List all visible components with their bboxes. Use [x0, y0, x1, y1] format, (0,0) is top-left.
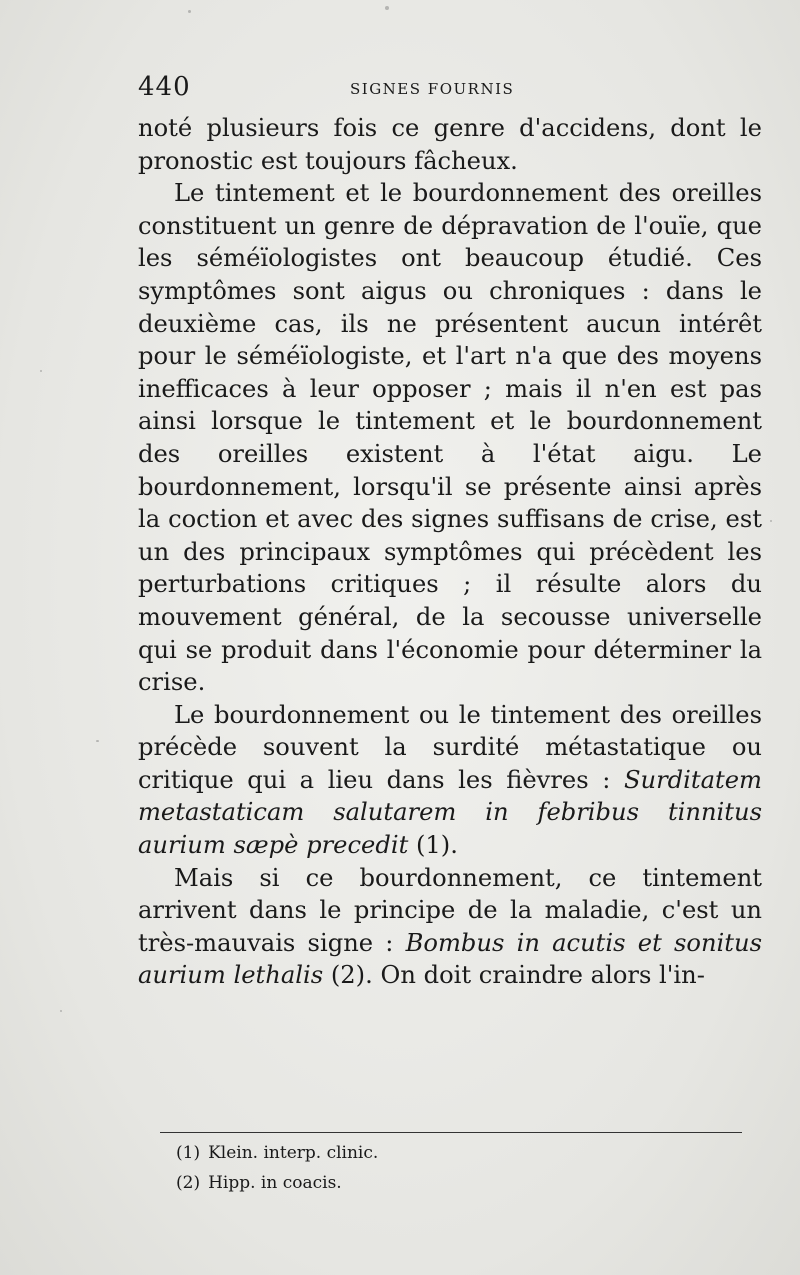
body-text — [138, 112, 762, 992]
footnote — [176, 1138, 736, 1168]
latin-quotation: Bombus in acutis et sonitus aurium lethalis — [138, 928, 762, 990]
footnotes — [176, 1138, 736, 1198]
text-segment: (2). On doit craindre alors l'in- — [323, 961, 705, 990]
paragraph — [138, 699, 762, 862]
page-header — [138, 72, 758, 112]
footnote-divider — [160, 1132, 742, 1133]
latin-quotation: Surditatem metastaticam salutarem in febribus tinnitus aurium sæpè precedit — [138, 765, 762, 860]
text-segment: noté plusieurs fois ce genre d'accidens, dont le pronostic est toujours fâcheux. — [138, 114, 762, 175]
footnote-mark: (2) — [176, 1173, 201, 1193]
paragraph — [138, 862, 762, 992]
text-segment: Le tintement et le bourdonnement des oreilles constituent un genre de dépravation de l'ouïe, que les séméïologistes ont beaucoup étudié. Ces symptômes sont aigus ou chroniques : dans le deuxième cas, ils ne présentent aucun intérêt pour le séméïologiste, et l'art n'a que des moyens inefficaces à leur opposer ; mais il n'en est pas ainsi lorsque le tintement et le bourdonnement des oreilles existent à l'état aigu. Le bourdonnement, lorsqu'il se présente ainsi après la coction et avec des signes suffisans de crise, est un des principaux symptômes qui précèdent les perturbations critiques ; il résulte alors du mouvement général, de la secousse universelle qui se produit dans l'économie pour déterminer la crise. — [138, 179, 762, 697]
footnote-mark: (1) — [176, 1143, 201, 1163]
footnote — [176, 1168, 736, 1198]
footnote-text: Hipp. in coacis. — [208, 1173, 342, 1193]
text-segment: (1). — [408, 831, 458, 860]
paragraph — [138, 112, 762, 177]
text-segment: Le bourdonnement ou le tintement des oreilles précède souvent la surdité métastatique ou critique qui a lieu dans les fièvres : — [138, 700, 762, 794]
paragraph — [138, 177, 762, 699]
page-number: 440 — [138, 72, 191, 102]
running-head: SIGNES FOURNIS — [350, 80, 515, 98]
text-segment: Mais si ce bourdonnement, ce tintement arrivent dans le principe de la maladie, c'est un très-mauvais signe : — [138, 863, 762, 957]
footnote-text: Klein. interp. clinic. — [208, 1143, 379, 1163]
